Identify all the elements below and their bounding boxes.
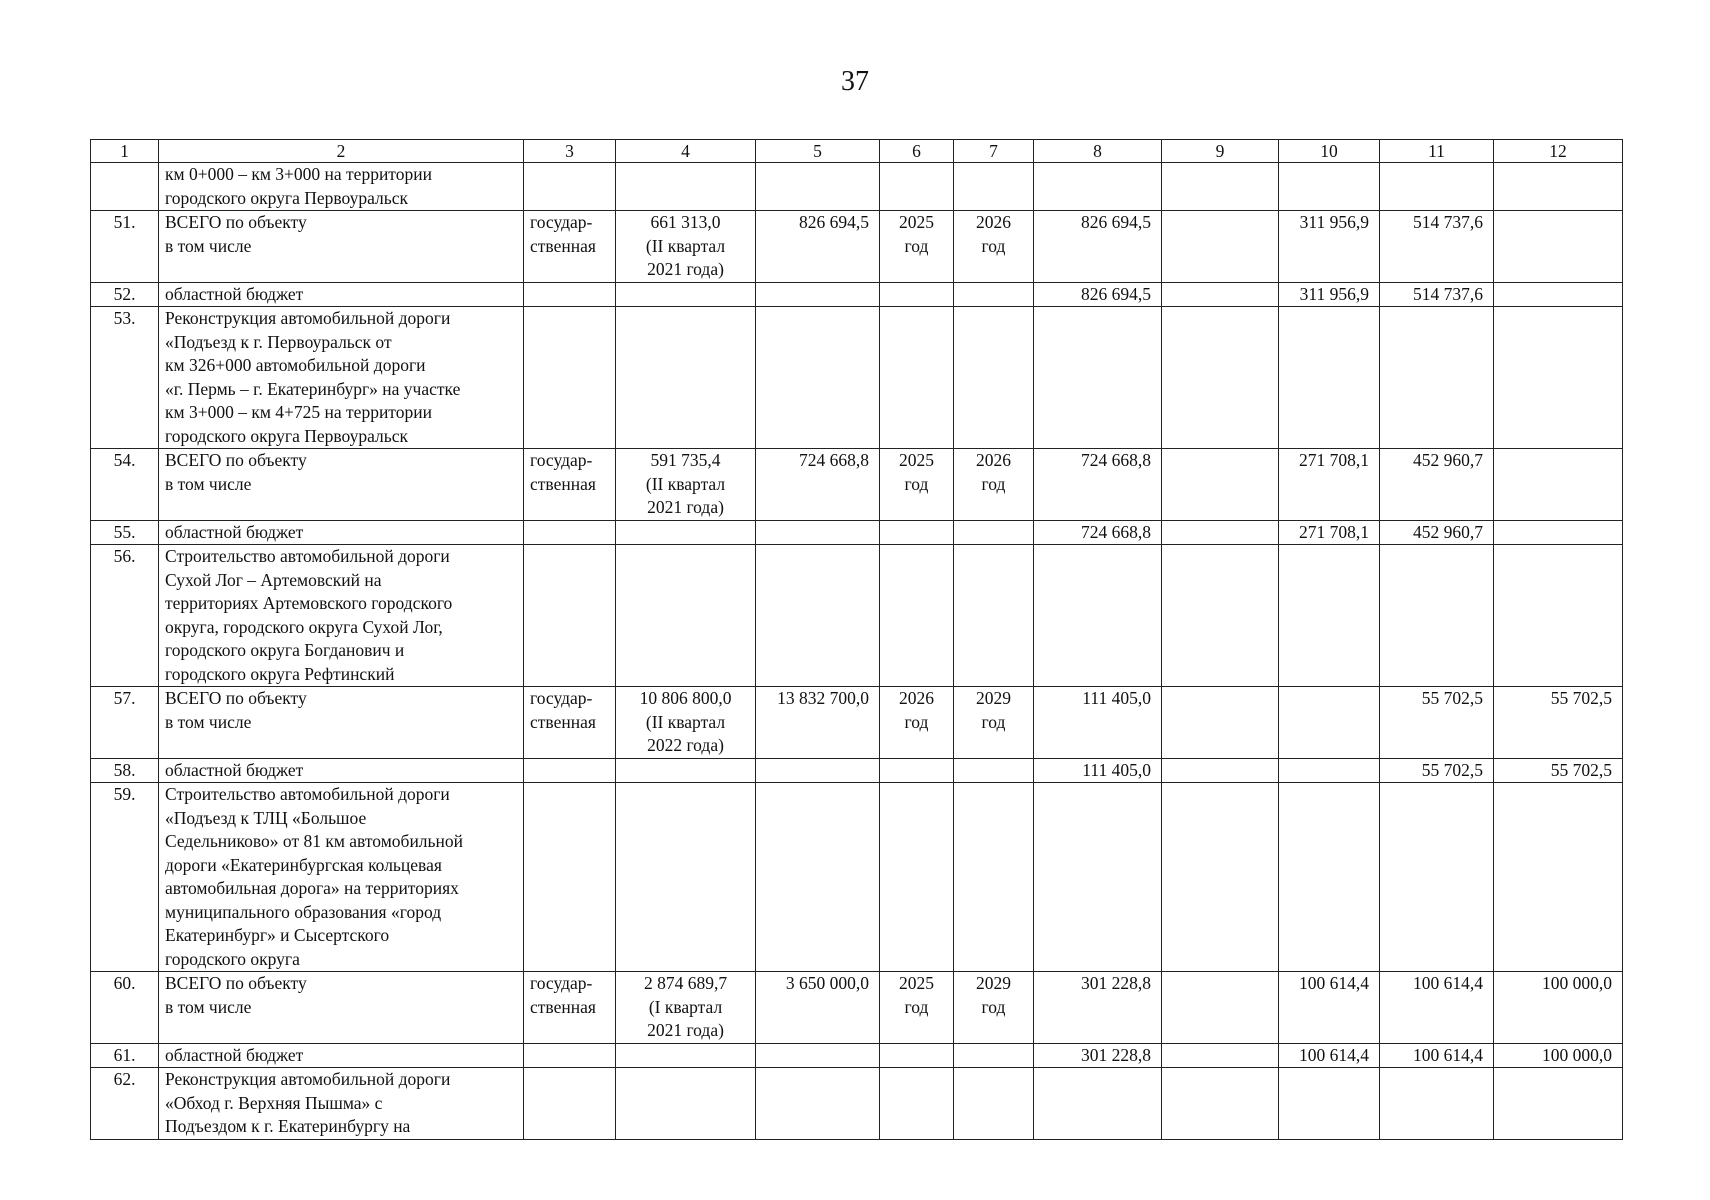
end-year-cell (954, 758, 1034, 783)
end-year-cell (954, 282, 1034, 307)
amount-col-12-cell: 55 702,5 (1494, 758, 1623, 783)
column-header: 8 (1034, 140, 1162, 163)
row-number-cell: 53. (91, 307, 159, 449)
column-header: 2 (159, 140, 524, 163)
ownership-cell (524, 307, 616, 449)
amount-col-9-cell (1162, 783, 1279, 972)
cost-cell (756, 783, 880, 972)
amount-col-12-cell (1494, 520, 1623, 545)
cost-cell (756, 520, 880, 545)
amount-col-10-cell (1279, 783, 1380, 972)
object-name-cell: Строительство автомобильной дороги Сухой Лог – Артемовский на территориях Артемовского городского округа, городского округа Сухой Лог, городского округа Богданович и городского округа Рефтинский (159, 545, 524, 687)
cost-cell (756, 307, 880, 449)
object-name-cell: км 0+000 – км 3+000 на территории городского округа Первоуральск (159, 163, 524, 211)
start-year-cell (880, 545, 954, 687)
amount-col-9-cell (1162, 163, 1279, 211)
row-number-cell (91, 163, 159, 211)
amount-col-10-cell (1279, 758, 1380, 783)
start-year-cell (880, 1043, 954, 1068)
cost-cell: 13 832 700,0 (756, 687, 880, 759)
amount-col-12-cell (1494, 545, 1623, 687)
cost-cell (756, 758, 880, 783)
amount-col-9-cell (1162, 282, 1279, 307)
end-year-cell (954, 520, 1034, 545)
amount-col-9-cell (1162, 520, 1279, 545)
amount-col-11-cell: 55 702,5 (1380, 758, 1494, 783)
amount-col-10-cell (1279, 163, 1380, 211)
table-row (91, 783, 1623, 972)
cost-cell: 826 694,5 (756, 211, 880, 283)
ownership-cell (524, 545, 616, 687)
estimated-cost-cell: 591 735,4 (II квартал 2021 года) (616, 449, 756, 521)
amount-col-12-cell (1494, 211, 1623, 283)
amount-col-11-cell: 100 614,4 (1380, 972, 1494, 1044)
amount-col-9-cell (1162, 211, 1279, 283)
ownership-cell (524, 1043, 616, 1068)
table-row (91, 972, 1623, 1044)
amount-col-9-cell (1162, 1043, 1279, 1068)
amount-col-10-cell: 271 708,1 (1279, 449, 1380, 521)
amount-col-10-cell: 100 614,4 (1279, 972, 1380, 1044)
total-amount-cell: 301 228,8 (1034, 1043, 1162, 1068)
amount-col-11-cell: 100 614,4 (1380, 1043, 1494, 1068)
object-name-cell: Реконструкция автомобильной дороги «Подъезд к г. Первоуральск от км 326+000 автомобильной дороги «г. Пермь – г. Екатеринбург» на участке км 3+000 – км 4+725 на территории городского округа Первоуральск (159, 307, 524, 449)
end-year-cell: 2026 год (954, 449, 1034, 521)
ownership-cell (524, 1068, 616, 1140)
start-year-cell (880, 307, 954, 449)
row-number-cell: 58. (91, 758, 159, 783)
amount-col-11-cell: 514 737,6 (1380, 282, 1494, 307)
column-header: 5 (756, 140, 880, 163)
table-row (91, 1043, 1623, 1068)
cost-cell (756, 163, 880, 211)
amount-col-12-cell (1494, 449, 1623, 521)
amount-col-10-cell (1279, 545, 1380, 687)
object-name-cell: ВСЕГО по объекту в том числе (159, 972, 524, 1044)
end-year-cell (954, 783, 1034, 972)
end-year-cell (954, 1068, 1034, 1140)
cost-cell (756, 545, 880, 687)
amount-col-11-cell: 514 737,6 (1380, 211, 1494, 283)
amount-col-10-cell: 311 956,9 (1279, 282, 1380, 307)
end-year-cell (954, 307, 1034, 449)
object-name-cell: ВСЕГО по объекту в том числе (159, 211, 524, 283)
amount-col-10-cell: 271 708,1 (1279, 520, 1380, 545)
total-amount-cell (1034, 307, 1162, 449)
start-year-cell: 2026 год (880, 687, 954, 759)
estimated-cost-cell (616, 307, 756, 449)
object-name-cell: областной бюджет (159, 520, 524, 545)
start-year-cell: 2025 год (880, 211, 954, 283)
amount-col-11-cell (1380, 163, 1494, 211)
ownership-cell: государ- ственная (524, 972, 616, 1044)
estimated-cost-cell (616, 545, 756, 687)
object-name-cell: областной бюджет (159, 1043, 524, 1068)
end-year-cell (954, 545, 1034, 687)
row-number-cell: 55. (91, 520, 159, 545)
total-amount-cell: 826 694,5 (1034, 282, 1162, 307)
end-year-cell: 2029 год (954, 972, 1034, 1044)
end-year-cell (954, 163, 1034, 211)
amount-col-12-cell (1494, 307, 1623, 449)
estimated-cost-cell: 2 874 689,7 (I квартал 2021 года) (616, 972, 756, 1044)
ownership-cell (524, 163, 616, 211)
start-year-cell (880, 783, 954, 972)
amount-col-11-cell: 452 960,7 (1380, 449, 1494, 521)
start-year-cell (880, 163, 954, 211)
estimated-cost-cell (616, 758, 756, 783)
column-header: 10 (1279, 140, 1380, 163)
amount-col-9-cell (1162, 545, 1279, 687)
table-row (91, 211, 1623, 283)
estimated-cost-cell (616, 783, 756, 972)
row-number-cell: 57. (91, 687, 159, 759)
amount-col-9-cell (1162, 687, 1279, 759)
total-amount-cell (1034, 163, 1162, 211)
estimated-cost-cell: 661 313,0 (II квартал 2021 года) (616, 211, 756, 283)
estimated-cost-cell (616, 1043, 756, 1068)
amount-col-12-cell (1494, 282, 1623, 307)
row-number-cell: 56. (91, 545, 159, 687)
total-amount-cell: 724 668,8 (1034, 449, 1162, 521)
column-header: 1 (91, 140, 159, 163)
ownership-cell (524, 783, 616, 972)
column-header: 3 (524, 140, 616, 163)
table-row (91, 163, 1623, 211)
total-amount-cell (1034, 783, 1162, 972)
column-header: 7 (954, 140, 1034, 163)
ownership-cell (524, 758, 616, 783)
start-year-cell: 2025 год (880, 972, 954, 1044)
ownership-cell: государ- ственная (524, 211, 616, 283)
total-amount-cell: 724 668,8 (1034, 520, 1162, 545)
object-name-cell: ВСЕГО по объекту в том числе (159, 449, 524, 521)
total-amount-cell: 111 405,0 (1034, 758, 1162, 783)
column-header: 6 (880, 140, 954, 163)
estimated-cost-cell (616, 520, 756, 545)
ownership-cell (524, 520, 616, 545)
row-number-cell: 62. (91, 1068, 159, 1140)
estimated-cost-cell (616, 282, 756, 307)
row-number-cell: 60. (91, 972, 159, 1044)
amount-col-10-cell: 100 614,4 (1279, 1043, 1380, 1068)
start-year-cell (880, 282, 954, 307)
end-year-cell: 2026 год (954, 211, 1034, 283)
total-amount-cell: 301 228,8 (1034, 972, 1162, 1044)
object-name-cell: областной бюджет (159, 758, 524, 783)
table-row (91, 1068, 1623, 1140)
table-header-row (91, 140, 1623, 163)
amount-col-10-cell (1279, 307, 1380, 449)
column-header: 11 (1380, 140, 1494, 163)
amount-col-9-cell (1162, 758, 1279, 783)
page-number: 37 (841, 66, 869, 97)
object-name-cell: областной бюджет (159, 282, 524, 307)
amount-col-12-cell (1494, 1068, 1623, 1140)
amount-col-9-cell (1162, 1068, 1279, 1140)
total-amount-cell: 111 405,0 (1034, 687, 1162, 759)
total-amount-cell (1034, 1068, 1162, 1140)
total-amount-cell: 826 694,5 (1034, 211, 1162, 283)
object-name-cell: Реконструкция автомобильной дороги «Обход г. Верхняя Пышма» с Подъездом к г. Екатеринбургу на (159, 1068, 524, 1140)
amount-col-9-cell (1162, 449, 1279, 521)
amount-col-10-cell (1279, 687, 1380, 759)
row-number-cell: 52. (91, 282, 159, 307)
estimated-cost-cell: 10 806 800,0 (II квартал 2022 года) (616, 687, 756, 759)
ownership-cell (524, 282, 616, 307)
amount-col-10-cell (1279, 1068, 1380, 1140)
end-year-cell: 2029 год (954, 687, 1034, 759)
amount-col-12-cell: 100 000,0 (1494, 972, 1623, 1044)
column-header: 9 (1162, 140, 1279, 163)
amount-col-12-cell (1494, 163, 1623, 211)
estimated-cost-cell (616, 163, 756, 211)
amount-col-12-cell: 100 000,0 (1494, 1043, 1623, 1068)
column-header: 12 (1494, 140, 1623, 163)
object-name-cell: Строительство автомобильной дороги «Подъезд к ТЛЦ «Большое Седельниково» от 81 км автомобильной дороги «Екатеринбургская кольцевая автомобильная дорога» на территориях муниципального образования «город Екатеринбург» и Сысертского городского округа (159, 783, 524, 972)
cost-cell: 3 650 000,0 (756, 972, 880, 1044)
ownership-cell: государ- ственная (524, 449, 616, 521)
amount-col-12-cell: 55 702,5 (1494, 687, 1623, 759)
table-row (91, 758, 1623, 783)
row-number-cell: 51. (91, 211, 159, 283)
table-row (91, 520, 1623, 545)
start-year-cell: 2025 год (880, 449, 954, 521)
cost-cell (756, 282, 880, 307)
amount-col-9-cell (1162, 307, 1279, 449)
start-year-cell (880, 1068, 954, 1140)
amount-col-11-cell (1380, 1068, 1494, 1140)
amount-col-11-cell (1380, 545, 1494, 687)
cost-cell: 724 668,8 (756, 449, 880, 521)
amount-col-12-cell (1494, 783, 1623, 972)
start-year-cell (880, 758, 954, 783)
estimated-cost-cell (616, 1068, 756, 1140)
row-number-cell: 59. (91, 783, 159, 972)
row-number-cell: 54. (91, 449, 159, 521)
amount-col-11-cell (1380, 783, 1494, 972)
table-row (91, 449, 1623, 521)
column-header: 4 (616, 140, 756, 163)
table-row (91, 545, 1623, 687)
cost-cell (756, 1043, 880, 1068)
cost-cell (756, 1068, 880, 1140)
total-amount-cell (1034, 545, 1162, 687)
amount-col-11-cell: 452 960,7 (1380, 520, 1494, 545)
object-name-cell: ВСЕГО по объекту в том числе (159, 687, 524, 759)
row-number-cell: 61. (91, 1043, 159, 1068)
amount-col-10-cell: 311 956,9 (1279, 211, 1380, 283)
table-row (91, 687, 1623, 759)
objects-financing-table (90, 139, 1623, 1140)
table-row (91, 307, 1623, 449)
table-row (91, 282, 1623, 307)
ownership-cell: государ- ственная (524, 687, 616, 759)
amount-col-11-cell: 55 702,5 (1380, 687, 1494, 759)
end-year-cell (954, 1043, 1034, 1068)
amount-col-9-cell (1162, 972, 1279, 1044)
start-year-cell (880, 520, 954, 545)
amount-col-11-cell (1380, 307, 1494, 449)
